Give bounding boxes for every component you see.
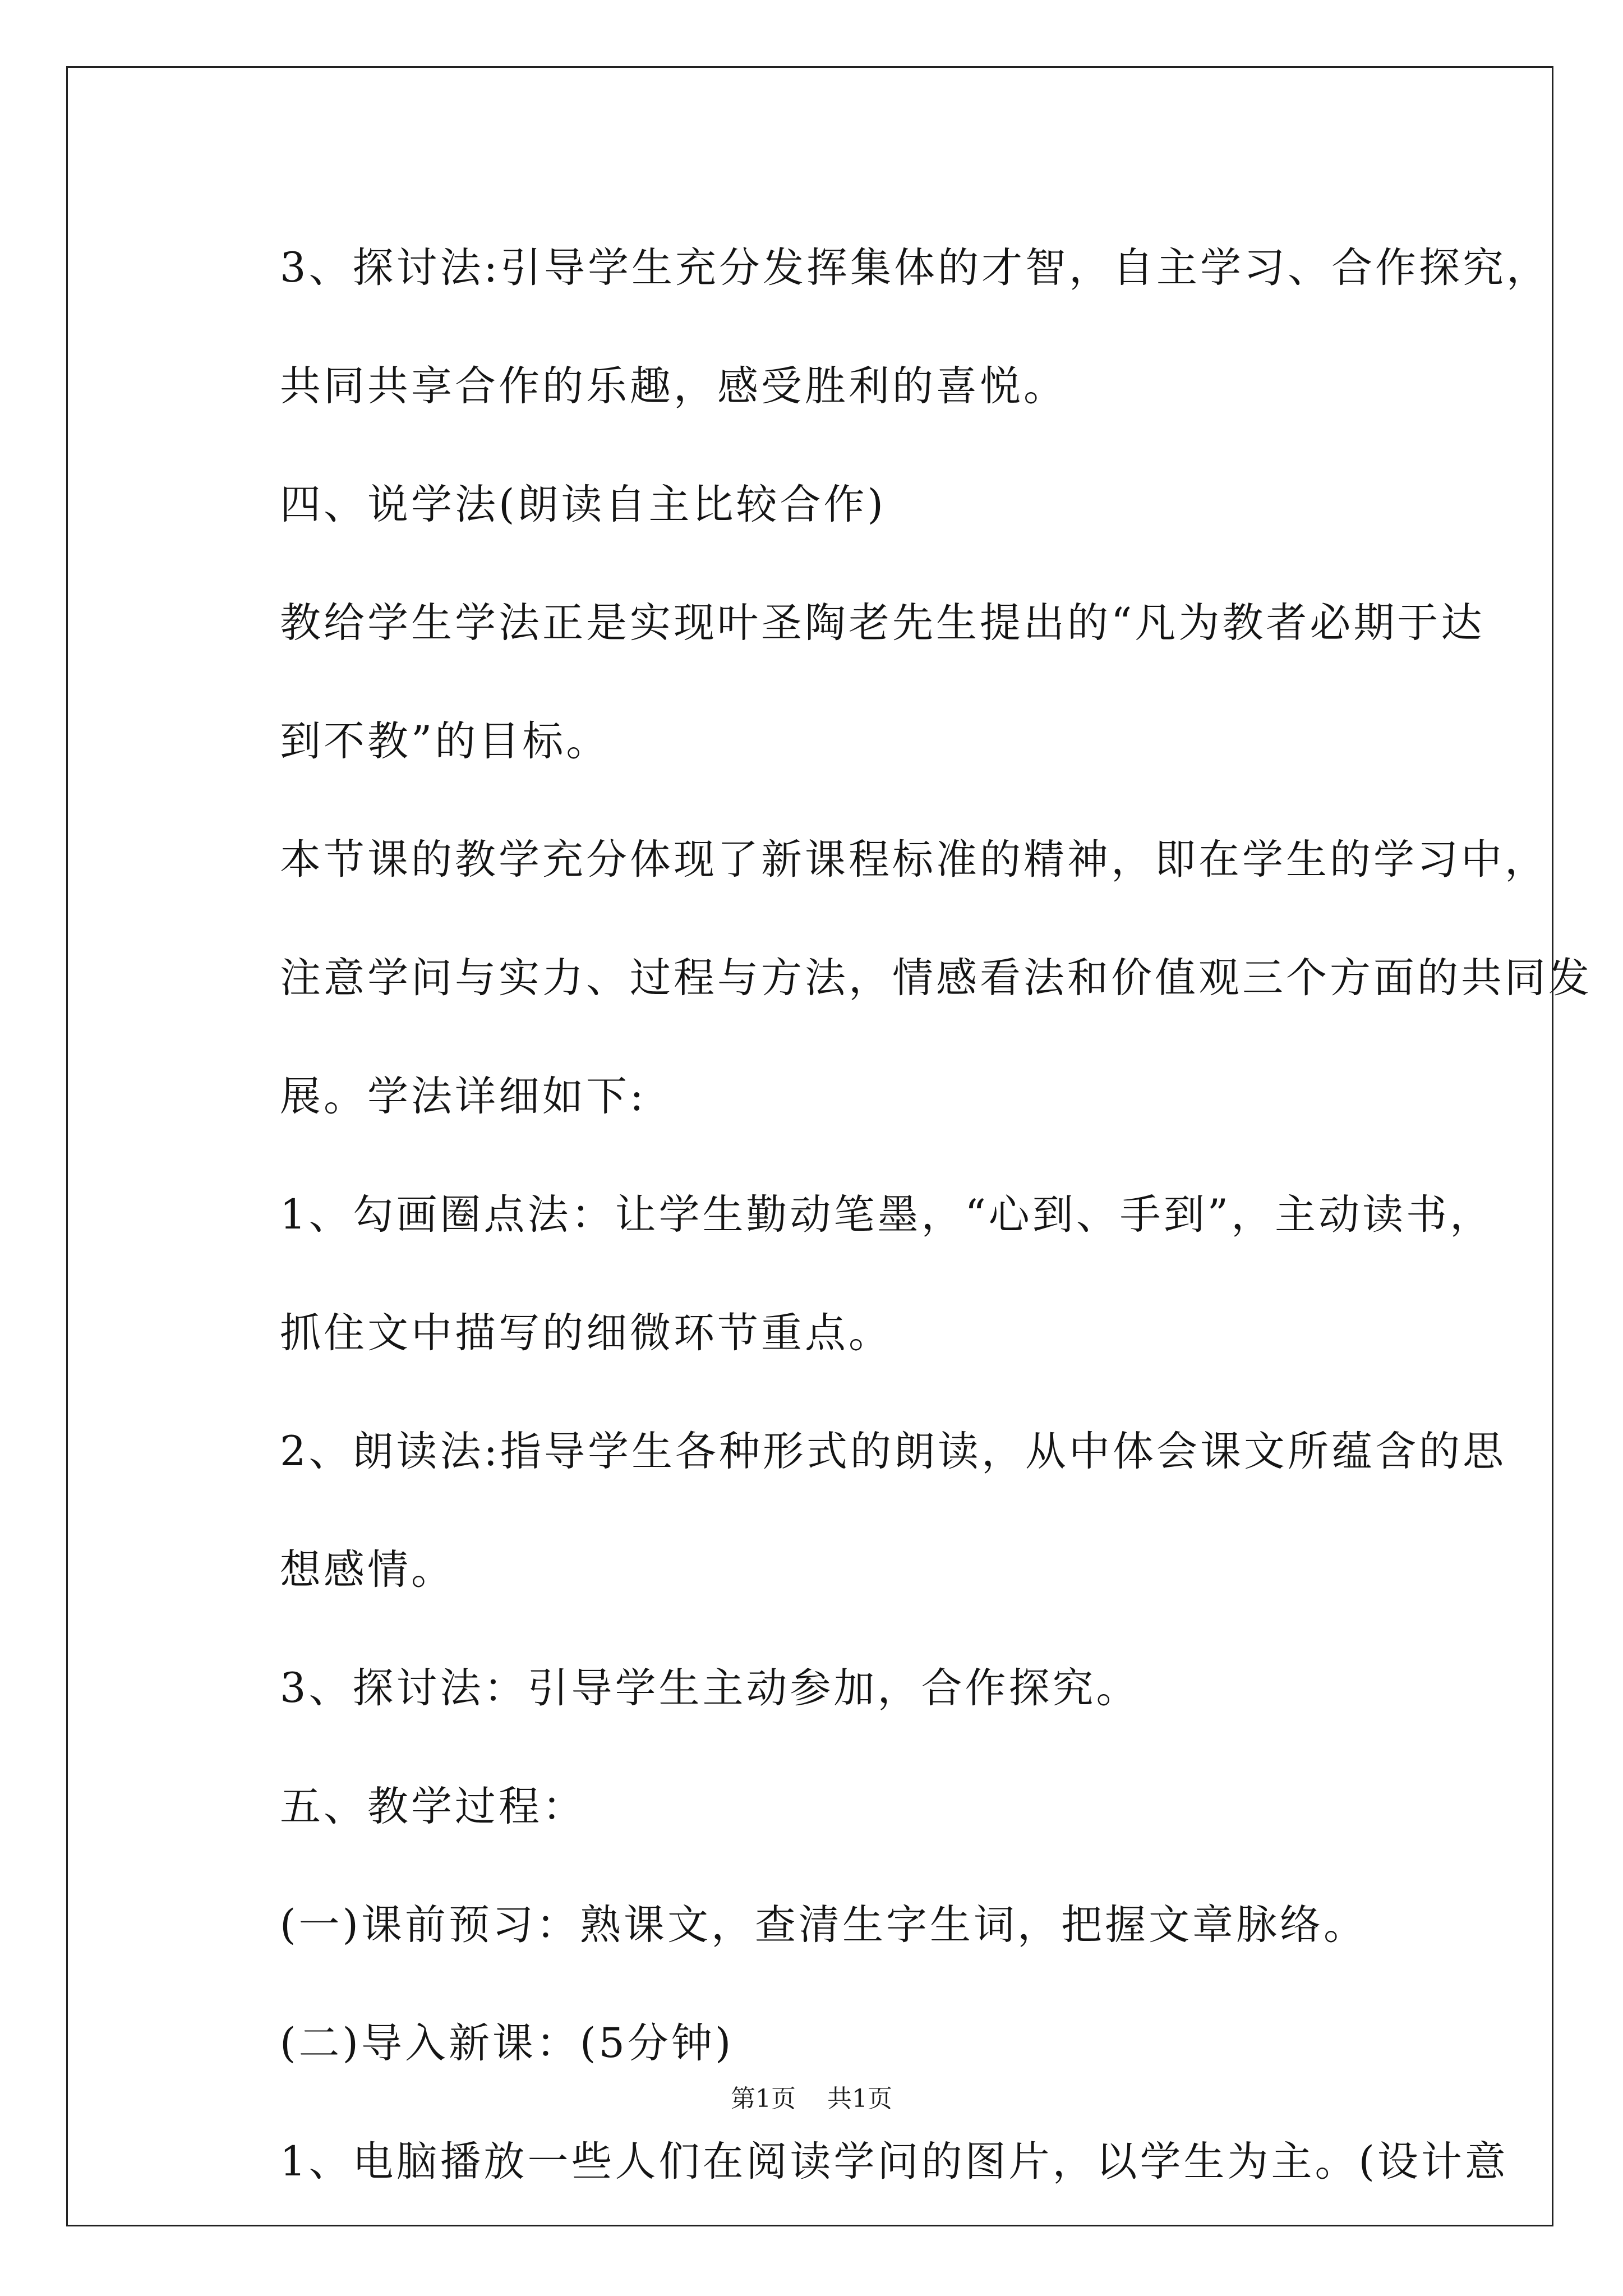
text-line: 展。学法详细如下: — [280, 1073, 647, 1120]
paragraph-computer-pictures — [198, 2102, 1509, 2221]
paragraph-curriculum-spirit — [198, 800, 1592, 1156]
text-line: (二)导入新课：(5分钟) — [280, 2019, 734, 2067]
text-line: 想感情。 — [280, 1546, 455, 1594]
document-body — [198, 209, 1592, 2221]
section-heading-study-methods — [198, 445, 1426, 564]
text-line: 注意学问与实力、过程与方法，情感看法和价值观三个方面的共同发 — [280, 954, 1592, 1002]
text-line: 到不教”的目标。 — [280, 717, 610, 765]
paragraph-preview — [198, 1866, 1426, 1984]
text-line: 2、朗读法:指导学生各种形式的朗读，从中体会课文所蕴含的思 — [280, 1428, 1507, 1475]
paragraph-discussion-method — [198, 209, 1551, 445]
text-line: 共同共享合作的乐趣，感受胜利的喜悦。 — [280, 362, 1067, 410]
text-line: 1、勾画圈点法：让学生勤动笔墨，“心到、手到”，主动读书， — [280, 1191, 1494, 1239]
text-line: 四、说学法(朗读自主比较合作) — [280, 481, 886, 528]
paragraph-inquiry-method — [198, 1629, 1426, 1747]
text-line: 1、电脑播放一些人们在阅读学问的图片，以学生为主。(设计意 — [280, 2138, 1509, 2185]
text-line: 五、教学过程： — [280, 1783, 586, 1830]
text-line: 教给学生学法正是实现叶圣陶老先生提出的“凡为教者必期于达 — [280, 599, 1485, 647]
section-heading-teaching-process — [198, 1747, 1426, 1866]
paragraph-reading-method — [198, 1392, 1507, 1629]
page-total: 共1页 — [827, 2085, 892, 2113]
paragraph-annotation-method — [198, 1156, 1494, 1392]
paragraph-teaching-goal — [198, 564, 1485, 800]
page-footer — [0, 2082, 1623, 2116]
text-line: 3、探讨法：引导学生主动参加，合作探究。 — [280, 1664, 1140, 1712]
text-line: 本节课的教学充分体现了新课程标准的精神，即在学生的学习中， — [280, 836, 1548, 884]
page-number: 第1页 — [731, 2085, 796, 2113]
text-line: (一)课前预习：熟课文，查清生字生词，把握文章脉络。 — [280, 1901, 1367, 1949]
text-line: 抓住文中描写的细微环节重点。 — [280, 1309, 892, 1357]
text-line: 3、探讨法:引导学生充分发挥集体的才智，自主学习、合作探究， — [280, 244, 1551, 292]
